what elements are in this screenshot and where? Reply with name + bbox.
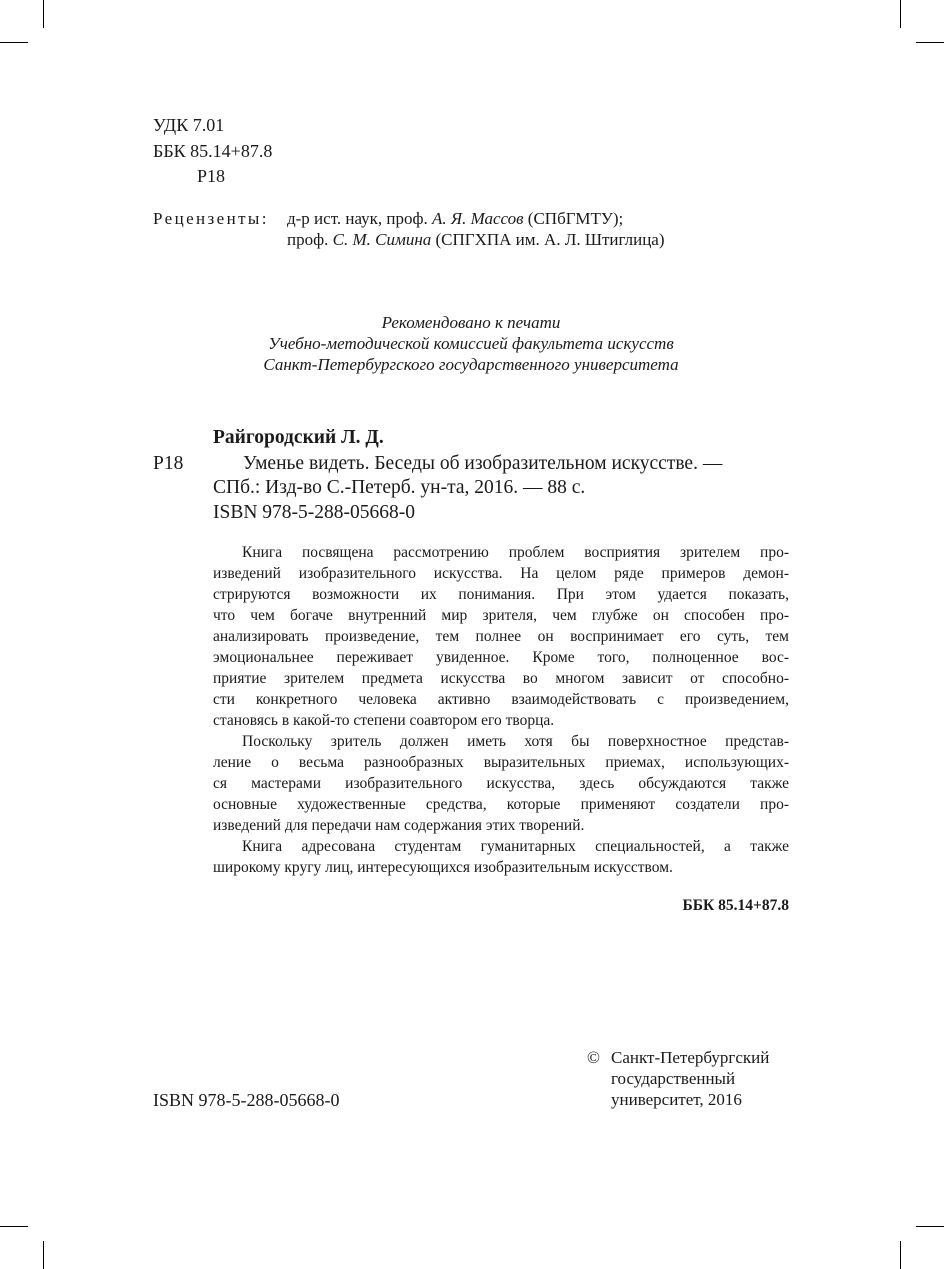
reviewer-line-2	[287, 229, 665, 250]
reviewer-line-1	[287, 208, 623, 229]
copyright-line: государственный	[611, 1069, 736, 1088]
bbk-code: ББК 85.14+87.8	[153, 141, 273, 161]
recommendation-block	[153, 312, 789, 375]
entry-isbn: ISBN 978-5-288-05668-0	[213, 502, 416, 523]
abstract-paragraph-2	[213, 731, 789, 836]
abstract-line: сти конкретного человека активно взаимодействовать с произведением,	[213, 691, 789, 708]
recommendation-line: Рекомендовано к печати	[381, 313, 561, 332]
abstract-line: Книга адресована студентам гуманитарных специальностей, а также	[242, 838, 789, 855]
abstract-line: Поскольку зритель должен иметь хотя бы поверхностное представ-	[242, 733, 789, 750]
abstract	[213, 542, 789, 878]
reviewers-label: Рецензенты:	[153, 209, 269, 228]
abstract-line: стрируются возможности их понимания. При этом удается показать,	[213, 586, 789, 603]
entry-publisher: СПб.: Изд-во С.-Петерб. ун-та, 2016. — 88 с.	[213, 477, 586, 498]
udk-code: УДК 7.01	[153, 115, 225, 135]
reviewer-2-affiliation: (СПГХПА им. А. Л. Штиглица)	[435, 230, 665, 249]
entry-code: Р18	[153, 453, 184, 474]
copyright-line: университет, 2016	[611, 1090, 742, 1109]
entry-author: Райгородский Л. Д.	[213, 427, 384, 448]
entry-title: Уменье видеть. Беседы об изобразительном искусстве. —	[243, 453, 723, 474]
abstract-line: Книга посвящена рассмотрению проблем восприятия зрителем про-	[242, 544, 789, 561]
copyright-line: Санкт-Петербургский	[611, 1048, 770, 1067]
bbk-right: ББК 85.14+87.8	[682, 897, 789, 914]
copyright-holder	[611, 1047, 769, 1110]
footer-isbn: ISBN 978-5-288-05668-0	[153, 1090, 340, 1110]
copyright-symbol: ©	[587, 1048, 600, 1067]
abstract-line: широкому кругу лиц, интересующихся изобразительным искусством.	[213, 859, 673, 876]
abstract-line: эмоциональнее переживает увиденное. Кроме того, полноценное вос-	[213, 649, 789, 666]
abstract-line: приятие зрителем предмета искусства во многом зависит от способно-	[213, 670, 789, 687]
reviewer-1-name: А. Я. Массов	[432, 209, 524, 228]
crop-mark-bottom-left-v	[43, 1241, 44, 1269]
crop-mark-bottom-right-v	[900, 1241, 901, 1269]
abstract-line: ся мастерами изобразительного искусства, здесь обсуждаются также	[213, 775, 789, 792]
crop-mark-top-right-h	[916, 42, 944, 43]
reviewer-2-prefix: проф.	[287, 230, 329, 249]
abstract-line: ление о весьма разнообразных выразительных приемах, использующих-	[213, 754, 789, 771]
reviewer-1-affiliation: (СПбГМТУ);	[527, 209, 624, 228]
abstract-line: изведений изобразительного искусства. На целом ряде примеров демон-	[213, 565, 789, 582]
abstract-paragraph-1	[213, 542, 789, 731]
abstract-paragraph-3	[213, 836, 789, 878]
crop-mark-top-left-h	[0, 42, 28, 43]
abstract-line: основные художественные средства, которые применяют создатели про-	[213, 796, 789, 813]
crop-mark-bottom-left-h	[0, 1226, 28, 1227]
recommendation-line: Санкт-Петербургского государственного университета	[263, 355, 679, 374]
abstract-line: становясь в какой-то степени соавтором его творца.	[213, 712, 555, 729]
reviewer-2-name: С. М. Симина	[332, 230, 432, 249]
abstract-line: анализировать произведение, тем полнее он воспринимает его суть, тем	[213, 628, 789, 645]
recommendation-line: Учебно-методической комиссией факультета искусств	[268, 334, 674, 353]
crop-mark-top-left-v	[43, 0, 44, 28]
crop-mark-top-right-v	[900, 0, 901, 28]
abstract-line: что чем богаче внутренний мир зрителя, чем глубже он способен про-	[213, 607, 789, 624]
crop-mark-bottom-right-h	[916, 1226, 944, 1227]
abstract-line: изведений для передачи нам содержания этих творений.	[213, 817, 585, 834]
reviewer-1-prefix: д-р ист. наук, проф.	[287, 209, 428, 228]
author-mark: Р18	[197, 166, 226, 186]
